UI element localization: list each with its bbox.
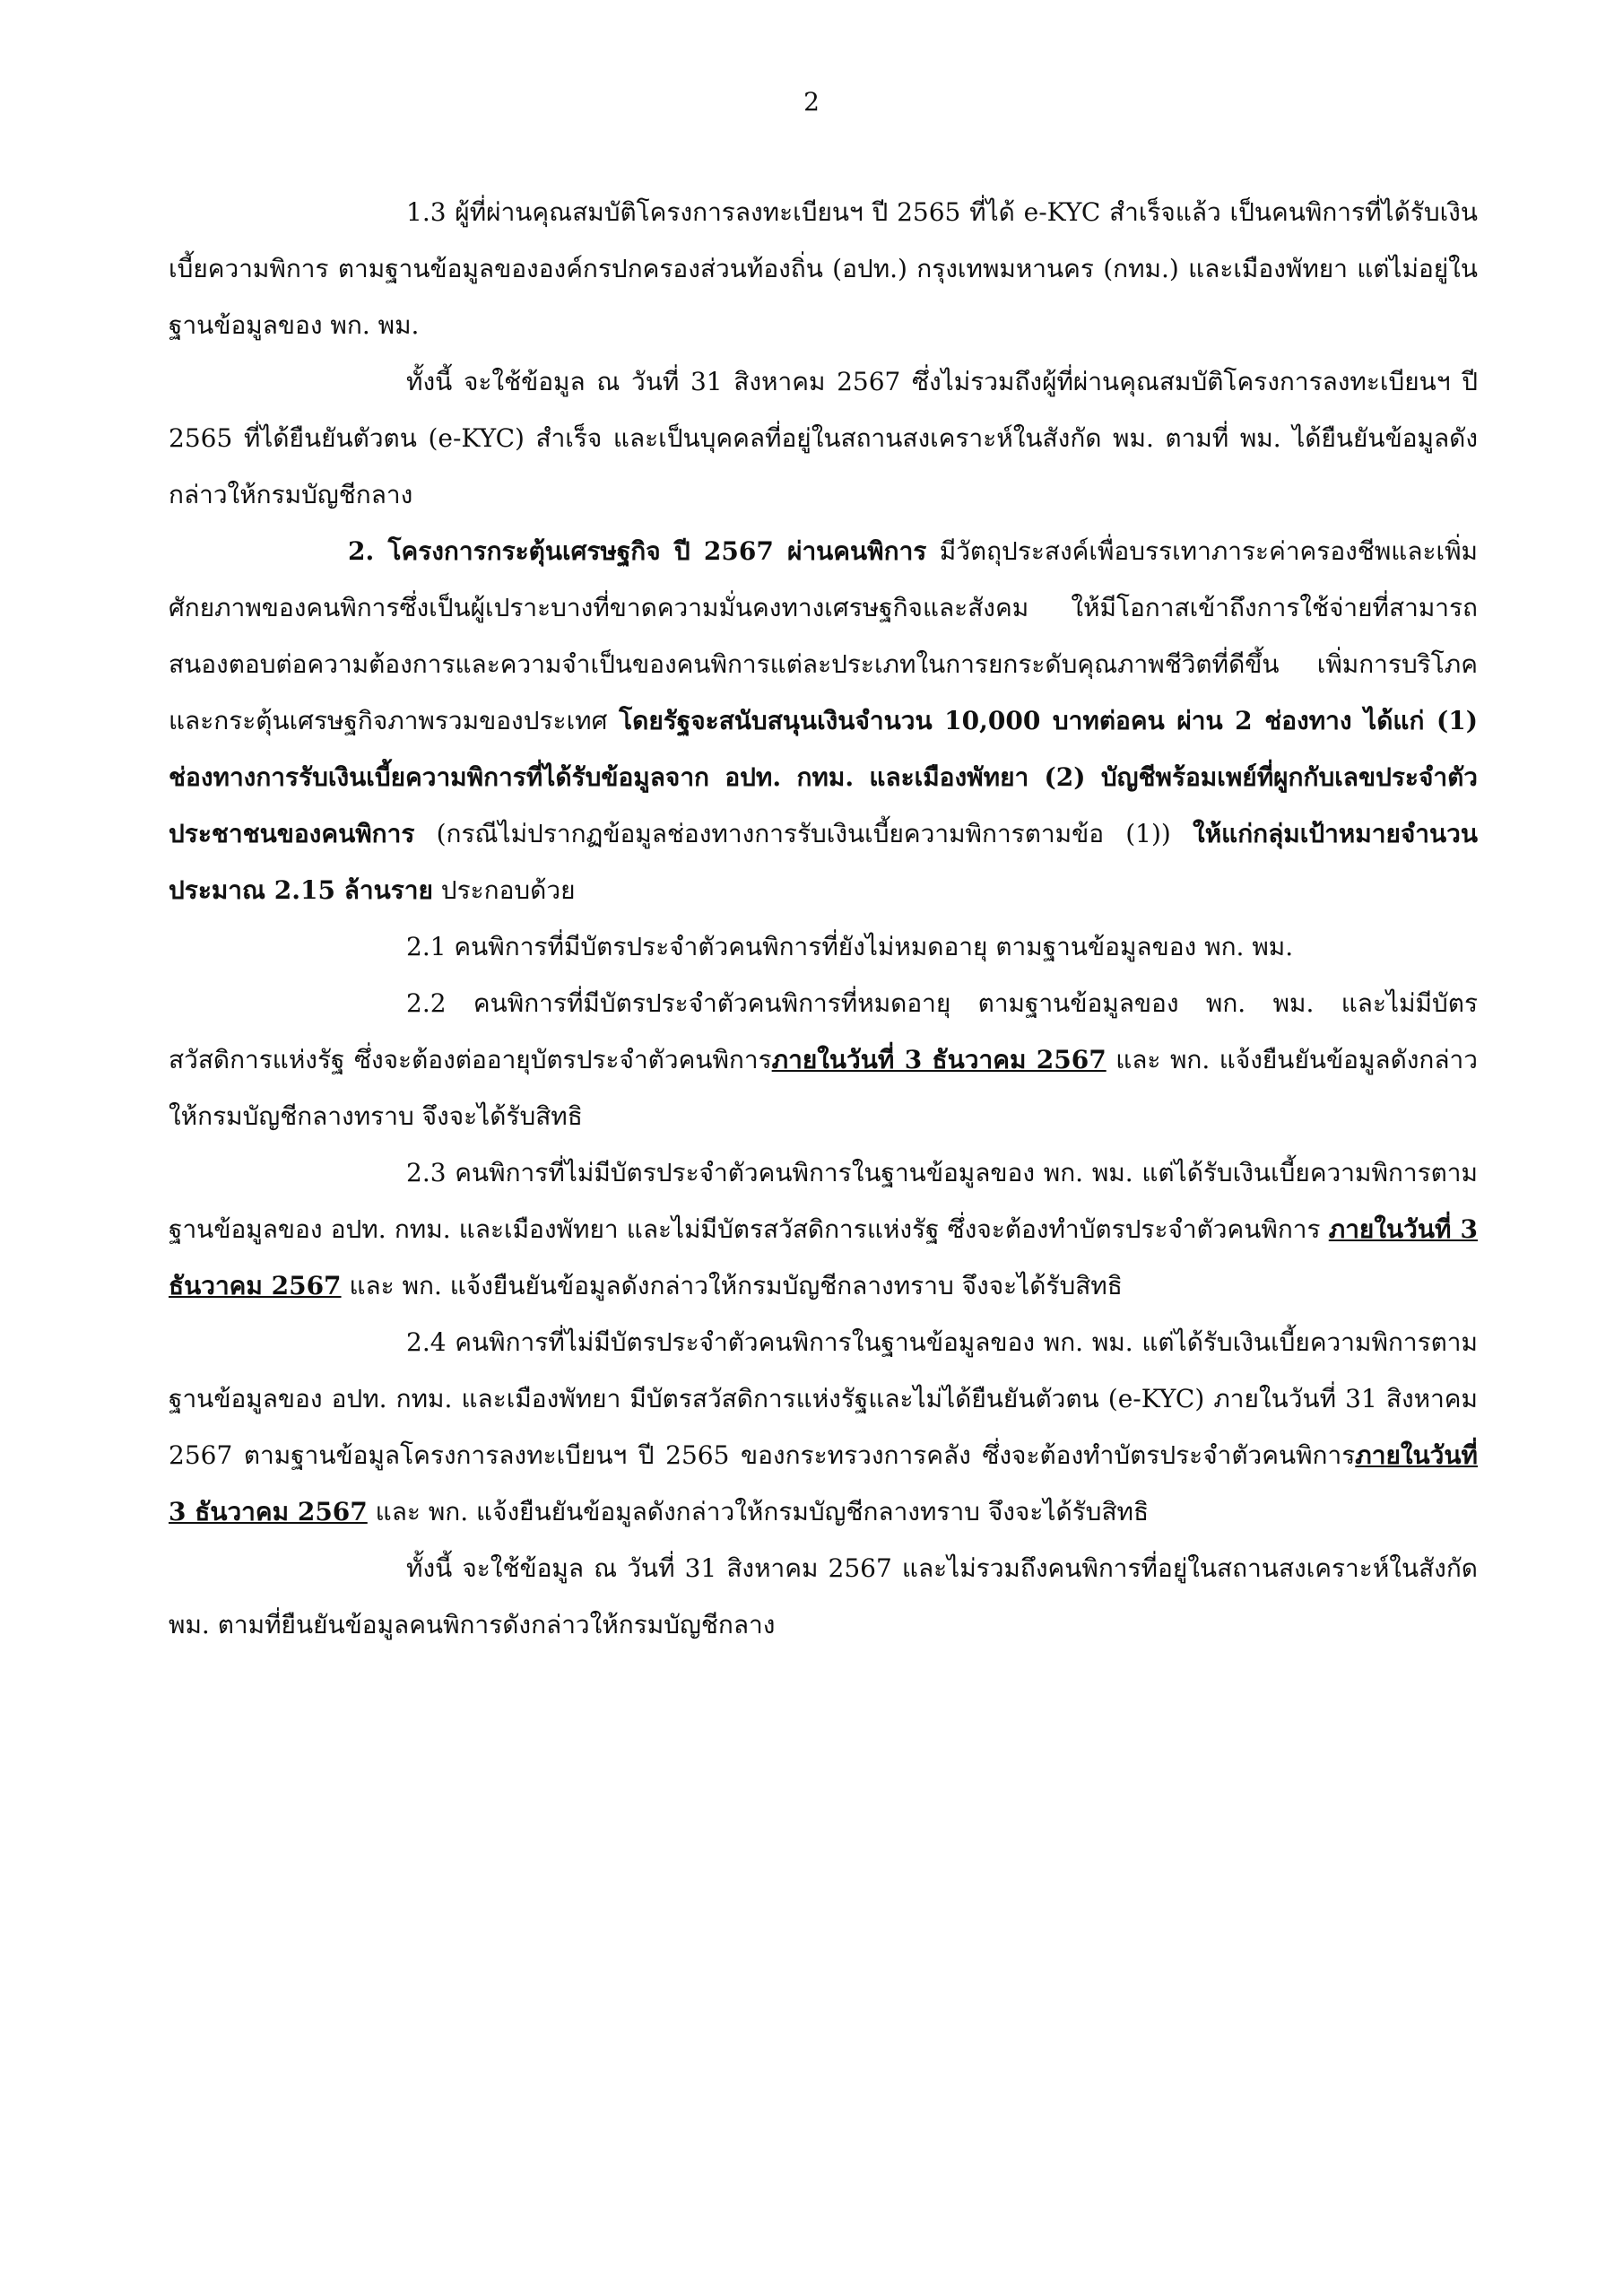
section-2-note: (กรณีไม่ปรากฏข้อมูลช่องทางการรับเงินเบี้ยความพิการตามข้อ (1)) <box>414 819 1193 848</box>
item-2-3-tail: และ พก. แจ้งยืนยันข้อมูลดังกล่าวให้กรมบัญชีกลางทราบ จึงจะได้รับสิทธิ <box>341 1271 1123 1300</box>
document-body <box>169 184 1478 1653</box>
paragraph-note-1: ทั้งนี้ จะใช้ข้อมูล ณ วันที่ 31 สิงหาคม 2567 ซึ่งไม่รวมถึงผู้ที่ผ่านคุณสมบัติโครงการลงทะเบียนฯ ปี 2565 ที่ได้ยืนยันตัวตน (e-KYC) สำเร็จ และเป็นบุคคลที่อยู่ในสถานสงเคราะห์ในสังกัด พม. ตามที่ พม. ได้ยืนยันข้อมูลดังกล่าวให้กรมบัญชีกลาง <box>169 367 1478 509</box>
section-2-text: มีวัตถุประสงค์เพื่อบรรเทาภาระค่าครองชีพและเพิ่มศักยภาพของคนพิการซึ่งเป็นผู้เปราะบางที่ขาดความมั่นคงทางเศรษฐกิจและสังคม ให้มีโอกาสเข้าถึงการใช้จ่ายที่สามารถสนองตอบต่อความต้องการและความจำเป็นของคนพิการแต่ละประเภทในการยกระดับคุณภาพชีวิตที่ดีขึ้น เพิ่มการบริโภคและกระตุ้นเศรษฐกิจภาพรวมของประเทศ <box>169 536 1479 735</box>
paragraph-2-4 <box>169 1314 1478 1540</box>
paragraph-section-2 <box>169 523 1478 918</box>
section-2-support-bold: โดยรัฐจะสนับสนุนเงินจำนวน 10,000 บาทต่อคน ผ่าน 2 ช่องทาง ได้แก่ (1) ช่องทางการรับเงินเบี้ยความพิการที่ได้รับข้อมูลจาก อปท. กทม. และเมืองพัทยา (2) บัญชีพร้อมเพย์ที่ผูกกับเลขประจำตัวประชาชนของคนพิการ <box>169 706 1478 848</box>
paragraph-2-3 <box>169 1144 1478 1314</box>
paragraph-2-1: 2.1 คนพิการที่มีบัตรประจำตัวคนพิการที่ยังไม่หมดอายุ ตามฐานข้อมูลของ พก. พม. <box>406 932 1294 961</box>
item-2-4-deadline: ภายในวันที่ 3 ธันวาคม 2567 <box>169 1440 1478 1526</box>
paragraph-note-2: ทั้งนี้ จะใช้ข้อมูล ณ วันที่ 31 สิงหาคม 2567 และไม่รวมถึงคนพิการที่อยู่ในสถานสงเคราะห์ในสังกัด พม. ตามที่ยืนยันข้อมูลคนพิการดังกล่าวให้กรมบัญชีกลาง <box>169 1553 1478 1639</box>
section-2-heading: 2. โครงการกระตุ้นเศรษฐกิจ ปี 2567 ผ่านคนพิการ <box>348 536 927 566</box>
item-2-4-text: 2.4 คนพิการที่ไม่มีบัตรประจำตัวคนพิการในฐานข้อมูลของ พก. พม. แต่ได้รับเงินเบี้ยความพิการตามฐานข้อมูลของ อปท. กทม. และเมืองพัทยา มีบัตรสวัสดิการแห่งรัฐและไม่ได้ยืนยันตัวตน (e-KYC) ภายในวันที่ 31 สิงหาคม 2567 ตามฐานข้อมูลโครงการลงทะเบียนฯ ปี 2565 ของกระทรวงการคลัง ซึ่งจะต้องทำบัตรประจำตัวคนพิการ <box>169 1327 1478 1470</box>
item-2-2-text: 2.2 คนพิการที่มีบัตรประจำตัวคนพิการที่หมดอายุ ตามฐานข้อมูลของ พก. พม. และไม่มีบัตรสวัสดิการแห่งรัฐ ซึ่งจะต้องต่ออายุบัตรประจำตัวคนพิการ <box>169 988 1478 1074</box>
item-2-3-text: 2.3 คนพิการที่ไม่มีบัตรประจำตัวคนพิการในฐานข้อมูลของ พก. พม. แต่ได้รับเงินเบี้ยความพิการตามฐานข้อมูลของ อปท. กทม. และเมืองพัทยา และไม่มีบัตรสวัสดิการแห่งรัฐ ซึ่งจะต้องทำบัตรประจำตัวคนพิการ <box>169 1158 1478 1244</box>
section-2-target-bold: ให้แก่กลุ่มเป้าหมายจำนวนประมาณ 2.15 ล้านราย <box>169 819 1478 905</box>
paragraph-2-2 <box>169 975 1478 1144</box>
item-2-3-deadline: ภายในวันที่ 3 ธันวาคม 2567 <box>169 1214 1478 1300</box>
page-number: 2 <box>803 87 820 117</box>
item-2-4-tail: และ พก. แจ้งยืนยันข้อมูลดังกล่าวให้กรมบัญชีกลางทราบ จึงจะได้รับสิทธิ <box>367 1497 1150 1526</box>
paragraph-1-3: 1.3 ผู้ที่ผ่านคุณสมบัติโครงการลงทะเบียนฯ ปี 2565 ที่ได้ e-KYC สำเร็จแล้ว เป็นคนพิการที่ได้รับเงินเบี้ยความพิการ ตามฐานข้อมูลขององค์กรปกครองส่วนท้องถิ่น (อปท.) กรุงเทพมหานคร (กทม.) และเมืองพัทยา แต่ไม่อยู่ในฐานข้อมูลของ พก. พม. <box>169 197 1478 340</box>
section-2-tail: ประกอบด้วย <box>432 875 576 905</box>
item-2-2-deadline: ภายในวันที่ 3 ธันวาคม 2567 <box>771 1045 1107 1074</box>
item-2-2-tail: และ พก. แจ้งยืนยันข้อมูลดังกล่าวให้กรมบัญชีกลางทราบ จึงจะได้รับสิทธิ <box>169 1045 1478 1131</box>
